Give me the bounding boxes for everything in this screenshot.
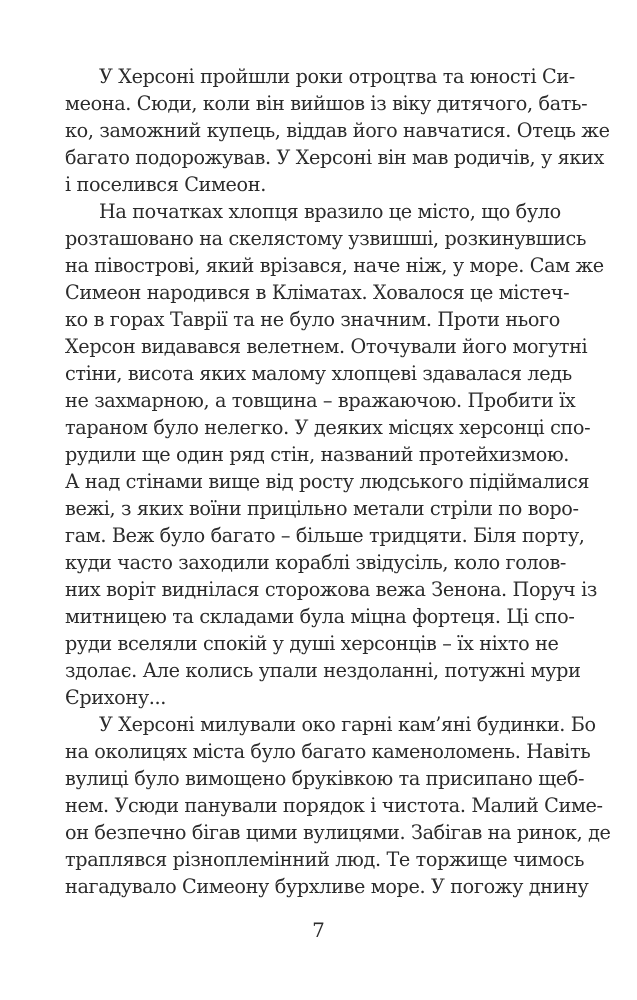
text-line: У Херсоні пройшли роки отроцтва та юності Си- xyxy=(99,65,575,88)
text-line: ко, заможний купець, віддав його навчатися. Отець же xyxy=(65,119,610,142)
page-number: 7 xyxy=(312,918,325,942)
text-line: куди часто заходили кораблі звідусіль, коло голов- xyxy=(65,551,567,574)
text-line: рудили ще один ряд стін, названий протейхизмою. xyxy=(65,443,570,466)
text-line: на околицях міста було багато каменоломень. Навіть xyxy=(65,740,591,763)
text-line: них воріт виднілася сторожова вежа Зенона. Поруч із xyxy=(65,578,598,601)
text-line: Симеон народився в Кліматах. Ховалося це містеч- xyxy=(65,281,570,304)
paragraph xyxy=(65,198,604,711)
text-line: вулиці було вимощено бруківкою та присипано щеб- xyxy=(65,767,585,790)
paragraph xyxy=(65,711,611,900)
text-line: тараном було нелегко. У деяких місцях херсонці спо- xyxy=(65,416,591,439)
text-line: траплявся різноплемінний люд. Те торжище чимось xyxy=(65,848,585,871)
text-line: на півострові, який врізався, наче ніж, у море. Сам же xyxy=(65,254,604,277)
text-line: здолає. Але колись упали нездоланні, потужні мури xyxy=(65,659,581,682)
text-line: руди вселяли спокій у душі херсонців – їх ніхто не xyxy=(65,632,559,655)
text-line: розташовано на скелястому узвишші, розкинувшись xyxy=(65,227,587,250)
text-line: ко в горах Таврії та не було значним. Проти нього xyxy=(65,308,560,331)
text-line: гам. Веж було багато – більше тридцяти. Біля порту, xyxy=(65,524,585,547)
text-line: Єрихону... xyxy=(65,686,167,709)
text-line: он безпечно бігав цими вулицями. Забігав на ринок, де xyxy=(65,821,611,844)
paragraph xyxy=(65,63,610,198)
text-line: нем. Усюди панували порядок і чистота. Малий Симе- xyxy=(65,794,603,817)
text-line: і поселився Симеон. xyxy=(65,173,266,196)
text-line: меона. Сюди, коли він вийшов із віку дитячого, бать- xyxy=(65,92,588,115)
text-line: вежі, з яких воїни прицільно метали стріли по воро- xyxy=(65,497,579,520)
text-line: багато подорожував. У Херсоні він мав родичів, у яких xyxy=(65,146,604,169)
text-line: Херсон видавався велетнем. Оточували його могутні xyxy=(65,335,588,358)
text-line: У Херсоні милували око гарні кам’яні будинки. Бо xyxy=(99,713,596,736)
text-line: На початках хлопця вразило це місто, що було xyxy=(99,200,561,223)
text-line: нагадувало Симеону бурхливе море. У погожу днину xyxy=(65,875,589,898)
page-body-text xyxy=(65,63,611,900)
text-line: стіни, висота яких малому хлопцеві здавалася ледь xyxy=(65,362,572,385)
text-line: митницею та складами була міцна фортеця. Ці спо- xyxy=(65,605,575,628)
text-line: А над стінами вище від росту людського підіймалися xyxy=(65,470,590,493)
text-line: не захмарною, а товщина – вражаючою. Пробити їх xyxy=(65,389,576,412)
